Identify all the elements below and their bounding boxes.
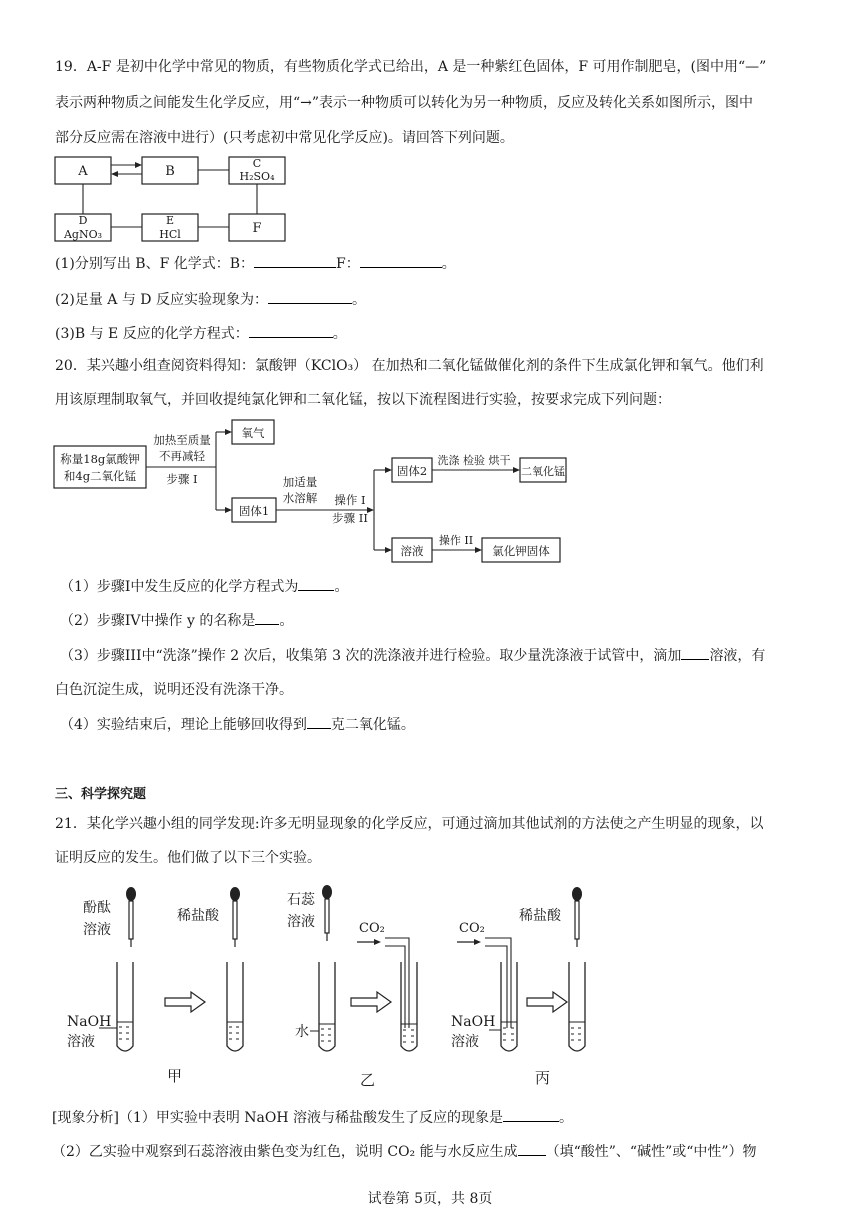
q20-sub3-line2: 白色沉淀生成，说明还没有洗涤干净。 xyxy=(55,682,293,698)
test-tube-icon xyxy=(501,962,517,1051)
process-arrow-icon xyxy=(165,992,205,1012)
label-phenol-1: 酚酞 xyxy=(83,900,111,916)
flow-arrowhead-op2 xyxy=(475,547,482,553)
q20-sub1 xyxy=(60,576,820,597)
flow-arrowhead-wash xyxy=(513,467,520,473)
flow-op2-label: 操作 II xyxy=(438,534,474,547)
q19-sub3-text: (3)B 与 E 反应的化学方程式： xyxy=(55,326,249,342)
q19-intro-line2: 表示两种物质之间能发生化学反应，用“→”表示一种物质可以转化为另一种物质，反应及转化关系如图所示，图中 xyxy=(55,95,754,111)
q20-sub2-end: 。 xyxy=(279,613,294,629)
node-c-letter: C xyxy=(252,157,262,170)
node-a-label: A xyxy=(78,164,88,179)
label-co2-1: CO₂ xyxy=(359,921,385,936)
q20-sub2 xyxy=(60,610,820,631)
process-arrow-icon xyxy=(527,992,567,1012)
test-tube-icon xyxy=(117,962,133,1051)
dropper-icon xyxy=(572,887,582,947)
label-naoh-2: NaOH xyxy=(451,1014,496,1030)
flow-heat-line2: 不再减轻 xyxy=(159,449,205,463)
flow-kcl-label: 氯化钾固体 xyxy=(492,544,550,558)
answer-blank-f[interactable] xyxy=(360,253,442,268)
node-d-formula: AgNO₃ xyxy=(63,228,103,241)
label-water: 水 xyxy=(295,1024,309,1040)
q20-sub3-line1 xyxy=(60,645,820,666)
analysis-line1 xyxy=(52,1107,812,1128)
q21-intro-line1: 21．某化学兴趣小组的同学发现:许多无明显现象的化学反应，可通过滴加其他试剂的方法使之产生明显的现象，以 xyxy=(55,816,764,832)
q20-sub4-text: （4）实验结束后，理论上能够回收得到 xyxy=(60,717,307,733)
label-hcl-1: 稀盐酸 xyxy=(177,908,219,924)
q19-sub1-end: 。 xyxy=(441,256,456,272)
gas-arrowhead-2 xyxy=(474,939,481,945)
q19-sub1-text: (1)分别写出 B、F 化学式：B： xyxy=(55,256,255,272)
q20-sub2-text: （2）步骤IV中操作 y 的名称是 xyxy=(60,613,256,629)
test-tube-icon xyxy=(227,962,243,1051)
answer-blank-q20-3[interactable] xyxy=(681,645,709,660)
gas-tube-icon xyxy=(385,938,409,1028)
q20-sub1-end: 。 xyxy=(334,579,349,595)
q19-intro-line3: 部分反应需在溶液中进行）(只考虑初中常见化学反应)。请回答下列问题。 xyxy=(55,130,514,146)
analysis1-end: 。 xyxy=(559,1110,574,1126)
analysis2-text: （2）乙实验中观察到石蕊溶液由紫色变为红色，说明 CO₂ 能与水反应生成 xyxy=(52,1144,518,1160)
q20-sub4-text-b: 克二氧化锰。 xyxy=(330,717,415,733)
flow-wash-label: 洗涤 检验 烘干 xyxy=(437,454,511,467)
process-arrow-icon xyxy=(351,992,391,1012)
answer-blank-q20-2[interactable] xyxy=(255,610,279,625)
q20-sub1-text: （1）步骤I中发生反应的化学方程式为 xyxy=(60,579,299,595)
label-naoh-2-sol: 溶液 xyxy=(451,1034,479,1050)
test-tube-icon xyxy=(569,962,585,1051)
dropper-icon xyxy=(322,885,332,941)
node-d-letter: D xyxy=(78,214,88,227)
q19-sub1-f: F： xyxy=(336,256,360,272)
label-co2-2: CO₂ xyxy=(459,921,485,936)
q19-sub3 xyxy=(55,323,815,344)
label-naoh-1: NaOH xyxy=(67,1014,112,1030)
dropper-icon xyxy=(230,887,240,947)
flow-start-line1: 称量18g氯酸钾 xyxy=(60,452,140,466)
flow-arrowhead-solid2 xyxy=(385,467,392,473)
node-c-formula: H₂SO₄ xyxy=(239,170,275,183)
answer-blank-b[interactable] xyxy=(254,253,336,268)
q20-sub3-text-b: 溶液，有 xyxy=(709,648,766,664)
page-footer: 试卷第 5页，共 8页 xyxy=(367,1191,493,1207)
arrowhead-a-to-b xyxy=(135,162,142,168)
node-f-label: F xyxy=(252,221,262,236)
flow-mno2-label: 二氧化锰 xyxy=(521,465,565,478)
flow-op1: 操作 I xyxy=(334,493,366,507)
label-litmus-2: 溶液 xyxy=(287,914,315,930)
q20-flowchart xyxy=(50,414,570,566)
flow-start-line2: 和4g二氧化锰 xyxy=(63,469,137,483)
flow-oxygen-label: 氧气 xyxy=(241,426,265,440)
experiment-label-bing: 丙 xyxy=(535,1069,551,1087)
label-phenol-2: 溶液 xyxy=(83,922,111,938)
flow-arrowhead-oxygen xyxy=(225,429,232,435)
flow-arrowhead-solution xyxy=(385,547,392,553)
experiment-label-yi: 乙 xyxy=(360,1071,376,1089)
section-heading: 三、科学探究题 xyxy=(55,787,147,802)
answer-blank-q21-2[interactable] xyxy=(518,1141,546,1156)
analysis2-text-b: （填“酸性”、“碱性”或“中性”）物 xyxy=(545,1144,757,1160)
flow-solid1-label: 固体1 xyxy=(238,504,270,518)
flow-solution-label: 溶液 xyxy=(400,544,424,558)
answer-blank-q20-1[interactable] xyxy=(298,576,334,591)
dropper-icon xyxy=(126,887,136,947)
test-tube-icon xyxy=(319,962,335,1051)
answer-blank-q19-3[interactable] xyxy=(249,323,333,338)
q19-sub3-end: 。 xyxy=(332,326,347,342)
node-e-letter: E xyxy=(165,214,175,227)
node-b-label: B xyxy=(165,164,175,179)
answer-blank-q20-4[interactable] xyxy=(307,714,331,729)
gas-arrowhead-1 xyxy=(374,939,381,945)
arrowhead-b-to-a xyxy=(111,171,118,177)
q19-sub1 xyxy=(55,253,815,274)
flow-arrowhead-solid1 xyxy=(225,507,232,513)
experiment-label-jia: 甲 xyxy=(167,1067,183,1085)
analysis1-text: [现象分析]（1）甲实验中表明 NaOH 溶液与稀盐酸发生了反应的现象是 xyxy=(52,1110,504,1126)
q21-intro-line2: 证明反应的发生。他们做了以下三个实验。 xyxy=(55,850,321,866)
label-naoh-1-sol: 溶液 xyxy=(67,1034,95,1050)
q19-sub2 xyxy=(55,289,815,310)
q19-relation-diagram xyxy=(50,154,290,246)
q20-sub4 xyxy=(60,714,820,735)
q21-experiments-figure xyxy=(55,880,615,1092)
q19-sub2-end: 。 xyxy=(351,292,366,308)
label-hcl-2: 稀盐酸 xyxy=(519,908,561,924)
flow-arrowhead-dissolve xyxy=(367,507,374,513)
answer-blank-q21-1[interactable] xyxy=(503,1107,559,1122)
q20-intro-line2: 用该原理制取氧气，并回收提纯氯化钾和二氧化锰，按以下流程图进行实验，按要求完成下列问题： xyxy=(55,392,671,408)
flow-step2: 步骤 II xyxy=(332,511,368,525)
q19-sub2-text: (2)足量 A 与 D 反应实验现象为： xyxy=(55,292,268,308)
flow-solid2-label: 固体2 xyxy=(396,464,428,478)
answer-blank-q19-2[interactable] xyxy=(268,289,352,304)
q20-intro-line1: 20．某兴趣小组查阅资料得知：氯酸钾（KClO₃） 在加热和二氧化锰做催化剂的条件下生成氯化钾和氧气。他们利 xyxy=(55,358,764,374)
flow-dissolve-line2: 水溶解 xyxy=(282,491,318,505)
node-e-formula: HCl xyxy=(159,228,181,241)
q20-sub3-text: （3）步骤III中“洗涤”操作 2 次后，收集第 3 次的洗涤液并进行检验。取少量洗涤液于试管中，滴加 xyxy=(60,648,682,664)
flow-heat-line1: 加热至质量 xyxy=(153,433,211,447)
label-litmus-1: 石蕊 xyxy=(287,892,315,908)
q19-intro-line1: 19．A-F 是初中化学中常见的物质，有些物质化学式已给出，A 是一种紫红色固体，F 可用作制肥皂，(图中用“—” xyxy=(55,59,767,75)
flow-step1: 步骤 I xyxy=(166,472,198,486)
flow-dissolve-line1: 加适量 xyxy=(282,475,318,489)
analysis-line2 xyxy=(52,1141,822,1162)
